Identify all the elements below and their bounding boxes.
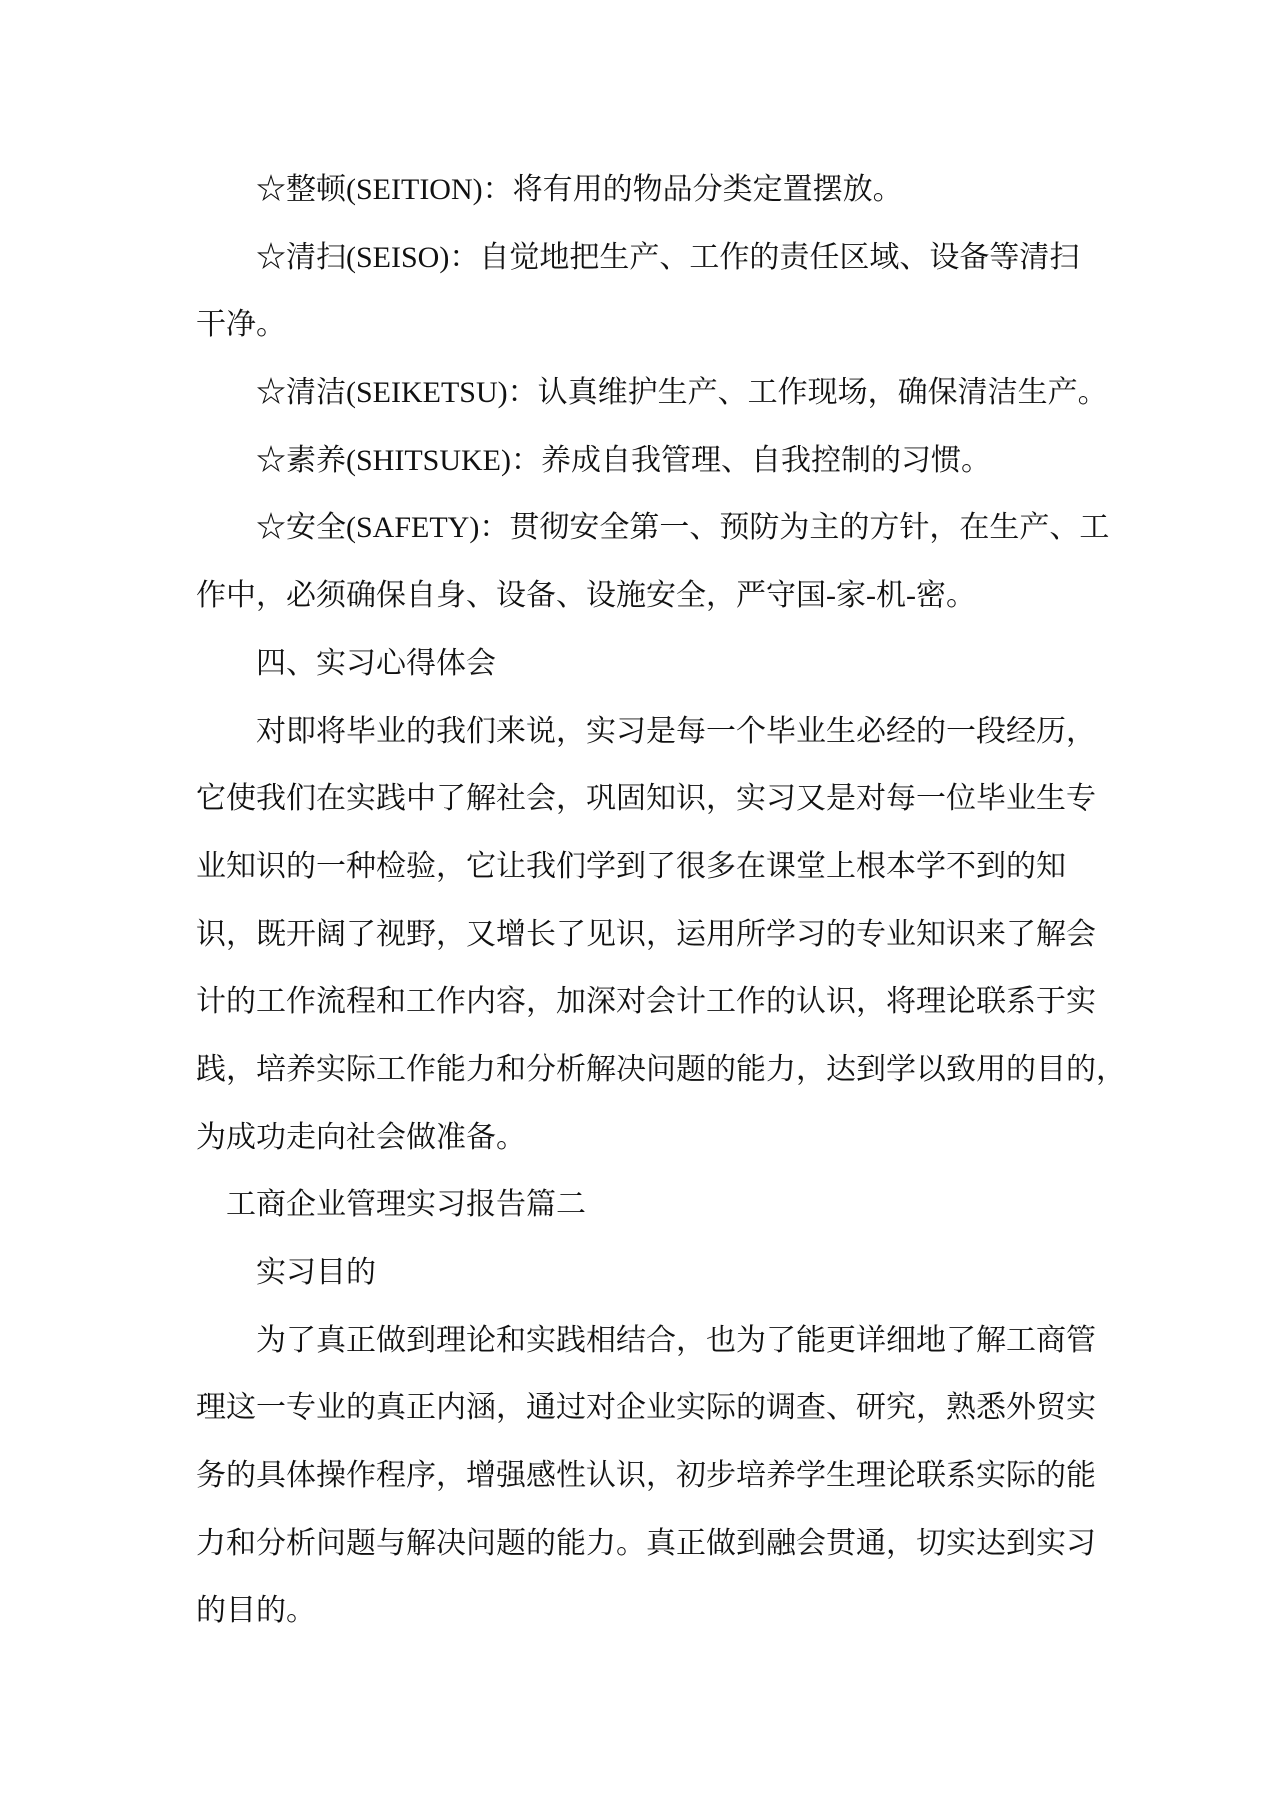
- list-item-safety-continued: 作中，必须确保自身、设备、设施安全，严守国-家-机-密。: [196, 579, 976, 613]
- list-item-shitsuke: ☆素养(SHITSUKE)：养成自我管理、自我控制的习惯。: [256, 443, 991, 477]
- text-line: 践，培养实际工作能力和分析解决问题的能力，达到学以致用的目的，: [196, 1052, 1126, 1086]
- text-line: 计的工作流程和工作内容，加深对会计工作的认识，将理论联系于实: [196, 985, 1096, 1019]
- list-item-seiso: ☆清扫(SEISO)：自觉地把生产、工作的责任区域、设备等清扫: [256, 240, 1080, 274]
- text-line: 对即将毕业的我们来说，实习是每一个毕业生必经的一段经历，: [256, 714, 1096, 748]
- list-item-seiketsu: ☆清洁(SEIKETSU)：认真维护生产、工作现场，确保清洁生产。: [256, 376, 1108, 410]
- text-line: 的目的。: [196, 1594, 316, 1628]
- text-line: 为了真正做到理论和实践相结合，也为了能更详细地了解工商管: [256, 1323, 1096, 1357]
- list-item-seiton: ☆整顿(SEITION)：将有用的物品分类定置摆放。: [256, 173, 903, 206]
- report-title: 工商企业管理实习报告篇二: [226, 1188, 586, 1222]
- subheading: 实习目的: [256, 1256, 376, 1289]
- text-line: 务的具体操作程序，增强感性认识，初步培养学生理论联系实际的能: [196, 1459, 1096, 1493]
- list-item-safety: ☆安全(SAFETY)：贯彻安全第一、预防为主的方针，在生产、工: [256, 511, 1110, 545]
- text-line: 理这一专业的真正内涵，通过对企业实际的调查、研究，熟悉外贸实: [196, 1391, 1096, 1425]
- text-line: 力和分析问题与解决问题的能力。真正做到融会贯通，切实达到实习: [196, 1526, 1096, 1560]
- section-heading: 四、实习心得体会: [256, 646, 496, 680]
- section-4: [196, 630, 1130, 1172]
- report-2-paragraph: [196, 1307, 1130, 1645]
- text-line: 它使我们在实践中了解社会，巩固知识，实习又是对每一位毕业生专: [196, 782, 1096, 816]
- section-4-paragraph: [196, 698, 1130, 1172]
- lean-items-list: [196, 156, 1130, 630]
- report-2: [196, 1171, 1130, 1645]
- text-line: 为成功走向社会做准备。: [196, 1120, 526, 1154]
- list-item-seiso-continued: 干净。: [196, 308, 286, 342]
- text-line: 业知识的一种检验，它让我们学到了很多在课堂上根本学不到的知: [196, 849, 1066, 883]
- text-line: 识，既开阔了视野，又增长了见识，运用所学习的专业知识来了解会: [196, 917, 1096, 951]
